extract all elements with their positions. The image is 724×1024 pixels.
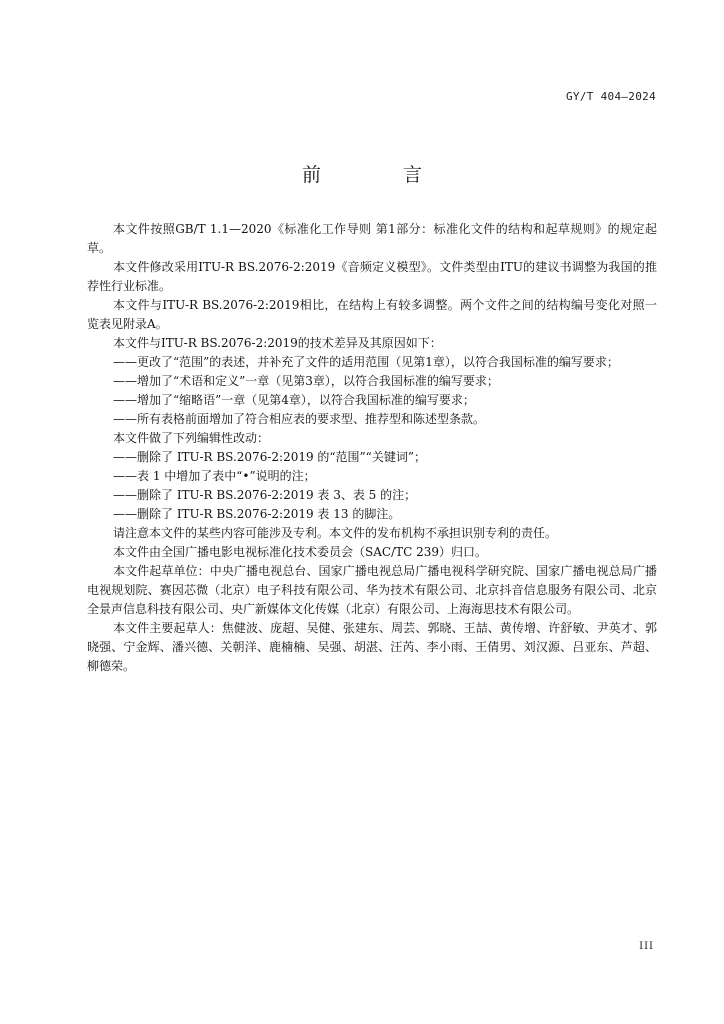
- technical-differences-intro: 本文件与ITU-R BS.2076-2:2019的技术差异及其原因如下：: [113, 336, 442, 350]
- list-item: ——所有表格前面增加了符合相应表的要求型、推荐型和陈述型条款。: [113, 412, 486, 426]
- editorial-changes-intro: 本文件做了下列编辑性改动：: [113, 431, 270, 445]
- committee-paragraph: 本文件由全国广播电影电视标准化技术委员会（SAC/TC 239）归口。: [113, 545, 488, 559]
- list-item: ——表 1 中增加了表中“•”说明的注；: [113, 469, 316, 483]
- drafting-rules-paragraph: 本文件按照GB/T 1.1—2020《标准化工作导则 第1部分：标准化文件的结构和起草规则》的规定起草。: [87, 222, 657, 255]
- standard-code: GY/T 404—2024: [566, 90, 656, 103]
- list-item: ——删除了 ITU-R BS.2076-2:2019 表 3、表 5 的注；: [113, 488, 417, 502]
- patent-notice-paragraph: 请注意本文件的某些内容可能涉及专利。本文件的发布机构不承担识别专利的责任。: [113, 526, 558, 540]
- list-item: ——更改了“范围”的表述，并补充了文件的适用范围（见第1章），以符合我国标准的编写要求；: [113, 355, 619, 369]
- page-number: III: [639, 941, 654, 952]
- structure-comparison-paragraph: 本文件与ITU-R BS.2076-2:2019相比，在结构上有较多调整。两个文件之间的结构编号变化对照一览表见附录A。: [87, 298, 657, 331]
- list-item: ——删除了 ITU-R BS.2076-2:2019 的“范围”“关键词”；: [113, 450, 426, 464]
- foreword-body: [87, 220, 657, 676]
- drafting-units-paragraph: 本文件起草单位：中央广播电视总台、国家广播电视总局广播电视科学研究院、国家广播电视总局广播电视规划院、赛因芯微（北京）电子科技有限公司、华为技术有限公司、北京抖音信息服务有限公司、北京全景声信息科技有限公司、央广新媒体文化传媒（北京）有限公司、上海海思技术有限公司。: [87, 564, 657, 616]
- page-title: 前 言: [301, 164, 461, 186]
- list-item: ——删除了 ITU-R BS.2076-2:2019 表 13 的脚注。: [113, 507, 401, 521]
- list-item: ——增加了“缩略语”一章（见第4章），以符合我国标准的编写要求；: [113, 393, 475, 407]
- list-item: ——增加了“术语和定义”一章（见第3章），以符合我国标准的编写要求；: [113, 374, 499, 388]
- drafters-paragraph: 本文件主要起草人：焦健波、庞超、吴健、张建东、周芸、郭晓、王喆、黄传增、许舒敏、尹英才、郭晓强、宁金辉、潘兴德、关朝洋、鹿楠楠、吴强、胡湛、汪芮、李小雨、王倩男、刘汉源、吕亚东、芦超、柳德荣。: [87, 621, 657, 673]
- adoption-paragraph: 本文件修改采用ITU-R BS.2076-2:2019《音频定义模型》。文件类型由ITU的建议书调整为我国的推荐性行业标准。: [87, 260, 657, 293]
